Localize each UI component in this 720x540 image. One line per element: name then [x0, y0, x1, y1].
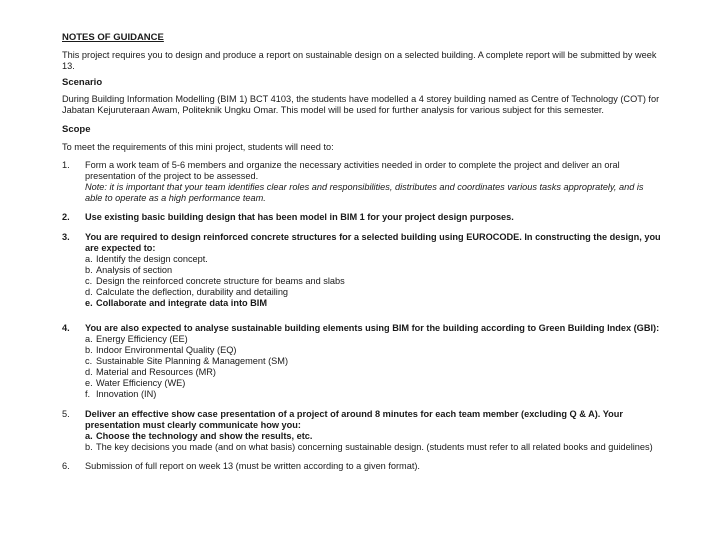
- sub-item: e. Collaborate and integrate data into BIM: [85, 298, 268, 308]
- guidance-page: [62, 32, 662, 472]
- item-note: Note: it is important that your team identifies clear roles and responsibilities, distributes and coordinates various tasks approprately, and is able to operate as a high performance team.: [85, 182, 644, 203]
- scope-item-4: [62, 323, 662, 400]
- scenario-heading: Scenario: [62, 77, 103, 88]
- sub-item: c. Sustainable Site Planning & Management (SM): [85, 356, 289, 366]
- sub-item: d. Calculate the deflection, durability and detailing: [85, 287, 289, 297]
- item-number: 3.: [62, 232, 70, 242]
- page-title: NOTES OF GUIDANCE: [62, 32, 164, 43]
- scope-heading: Scope: [62, 124, 91, 135]
- sub-item: b. The key decisions you made (and on what basis) concerning sustainable design. (students must refer to all related books and guidelines): [85, 442, 653, 452]
- sub-item: b. Indoor Environmental Quality (EQ): [85, 345, 237, 355]
- scope-item-5: [62, 409, 662, 453]
- item-number: 5.: [62, 409, 70, 419]
- sub-item: d. Material and Resources (MR): [85, 367, 216, 377]
- sub-item: a. Identify the design concept.: [85, 254, 208, 264]
- scope-item-1: [62, 160, 662, 204]
- item-text: Form a work team of 5-6 members and organize the necessary activities needed in order to complete the project and deliver an oral presentation of the project to be assessed.: [85, 160, 620, 181]
- item-text: Use existing basic building design that has been model in BIM 1 for your project design purposes.: [85, 212, 514, 222]
- item-number: 1.: [62, 160, 70, 170]
- sub-item: a. Choose the technology and show the results, etc.: [85, 431, 313, 441]
- scenario-text: During Building Information Modelling (BIM 1) BCT 4103, the students have modelled a 4 storey building named as Centre of Technology (COT) for Jabatan Kejuruteraan Awam, Politeknik Ungku Omar. This model will be used for further analysis for various subject for this semester.: [62, 94, 660, 115]
- item-text: Submission of full report on week 13 (must be written according to a given format).: [85, 461, 420, 471]
- item-number: 6.: [62, 461, 70, 471]
- scope-item-3: [62, 232, 662, 309]
- scope-item-2: [62, 212, 662, 223]
- item-text: You are also expected to analyse sustainable building elements using BIM for the building according to Green Building Index (GBI):: [85, 323, 660, 333]
- sub-item: c. Design the reinforced concrete structure for beams and slabs: [85, 276, 345, 286]
- sub-item: e. Water Efficiency (WE): [85, 378, 186, 388]
- scope-lead: To meet the requirements of this mini project, students will need to:: [62, 142, 334, 152]
- item-text: Deliver an effective show case presentation of a project of around 8 minutes for each team member (excluding Q & A). Your presentation must clearly communicate how you:: [85, 409, 623, 430]
- intro-text: This project requires you to design and produce a report on sustainable design on a selected building. A complete report will be submitted by week 13.: [62, 50, 657, 71]
- item-number: 2.: [62, 212, 70, 222]
- item-text: You are required to design reinforced concrete structures for a selected building using EUROCODE. In constructing the design, you are expected to:: [85, 232, 661, 253]
- item-number: 4.: [62, 323, 70, 333]
- scope-item-6: [62, 461, 662, 472]
- sub-item: f. Innovation (IN): [85, 389, 157, 399]
- sub-item: b. Analysis of section: [85, 265, 173, 275]
- sub-item: a. Energy Efficiency (EE): [85, 334, 188, 344]
